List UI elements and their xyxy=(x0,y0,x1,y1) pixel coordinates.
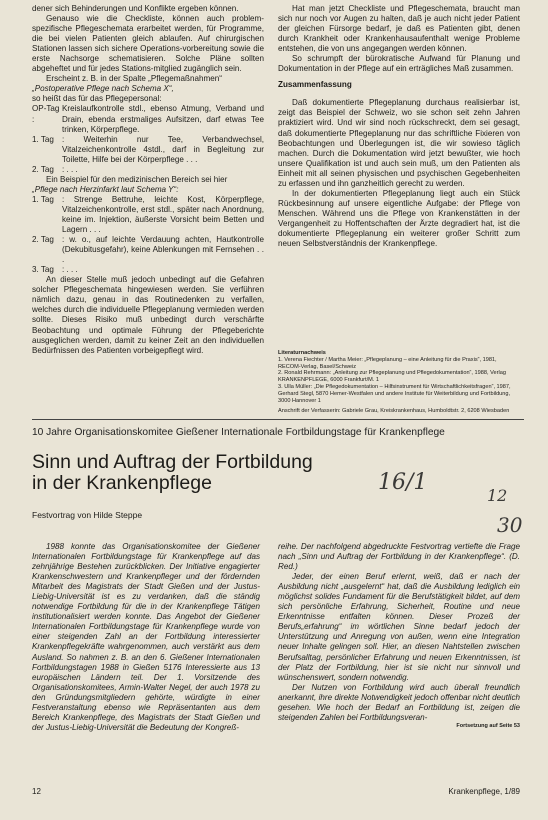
schedule-entry xyxy=(32,195,264,235)
literature-item: 2. Ronald Rehrmann: „Anleitung zur Pflegeplanung und Pflegedokumentation“, 1988, Verlag KRANKENPFLEGE, 6000 Frankfurt/M. 1 xyxy=(278,370,506,384)
body-paragraph: dener sich Behinderungen und Konflikte ergeben können. xyxy=(32,4,239,13)
handwritten-note: 30 xyxy=(497,513,523,537)
schedule-entry xyxy=(32,165,264,175)
intro-paragraph: 1988 konnte das Organisationskomitee der Gießener Internationalen Fortbildungstage für Krankenpflege auf das zehnjährige Bestehen zurückblicken. Der Initiative engagierter Krankenschwestern und Krankenpfleger und der fördernden Mitarbeit des Magistrats der Stadt Gießen und der Justus-Liebig-Universität ist es zu verdanken, daß die ständig notwendige Fortbildung für die in der Krankenpflege Tätigen institutionalisiert werden konnte. Das Angebot der Gießener Internationalen Fortbildungstage für Krankenpflege wurde von einer steigenden Zahl an der Fortbildung interessierter Krankenpflegekräfte wahrgenommen, auch verstärkt aus dem Ausland. So nahmen z. B. an den 6. Gießener Internationalen Fortbildungstagen 1988 in Gießen 5176 Interessierte aus 13 europäischen Ländern teil. Der 1. Vorsitzende des Organisationskomitees, Armin-Walter Negel, der auch 1978 zu den Gründungsmitgliedern gehörte, würdigte in einer Festveranstaltung ebenso wie Repräsentanten aus dem Bereich Krankenpflege, des Magistrats der Stadt Gießen und der Justus-Liebig-Universität die Bedeutung der Kongreß- xyxy=(32,542,260,732)
intro-left-column xyxy=(32,542,260,733)
article-title-line-1: Sinn und Auftrag der Fortbildung xyxy=(32,451,313,473)
body-paragraph: Genauso wie die Checkliste, können auch problem-spezifische Pflegeschemata erarbeitet werden, für Programme, die bei vielen Patienten gleich ablaufen. Auf chirurgischen Stationen lassen sich sichere Operations-vorbereitung sowie die erste Nachsorge schematisieren. Solche Pläne sollten abgeheftet und für jedes Stations-mitglied zugänglich sein. xyxy=(32,14,264,74)
day-label: 2. Tag xyxy=(32,235,54,245)
article-title-line-2: in der Krankenpflege xyxy=(32,472,212,494)
page-number: 12 xyxy=(32,787,41,796)
schedule-entry xyxy=(32,104,264,134)
author-address: Anschrift der Verfasserin: Gabriele Grau, Kreiskrankenhaus, Humboldtstr. 2, 6208 Wiesbaden xyxy=(278,408,510,415)
literature-item: 1. Verena Fiechter / Martha Meier: „Pflegeplanung – eine Anleitung für die Praxis“, 1981, RECOM-Verlag, Basel/Schweiz xyxy=(278,356,497,370)
day-label: 3. Tag xyxy=(32,265,54,275)
body-paragraph: Daß dokumentierte Pflegeplanung durchaus realisierbar ist, zeigt das Beispiel der Schweiz, wo sie schon seit zehn Jahren praktiziert wird. Und wir sind noch rückschreckt, dem sei gesagt, daß dokumentierte Pflegeplanung nur das schriftliche Fixieren von Beobachtungen und Überlegungen ist, die wir sowieso täglich machen. Durch die Dokumentation wird jetzt bewußter, wie hoch unsere Qualifikation ist und auch sein muß, um den Patienten als Einheit mit all seinen physischen und psychischen Gegebenheiten zu erfassen und ihn ganzheitlich gerecht zu werden. xyxy=(278,98,520,188)
literature-block xyxy=(278,350,520,415)
schedule-entry xyxy=(32,135,264,165)
body-paragraph: Der Nutzen von Fortbildung wird auch überall freundlich anerkannt, ihre direkte Notwendigkeit jedoch offenbar nicht deutlich gesehen. Wie hoch der Bedarf an Fortbildung ist, zeigen die steigenden Zahlen bei Fortbildungsveran- xyxy=(278,682,520,722)
literature-item: 3. Ulla Müller: „Die Pflegedokumentation – Hilfsinstrument für Wirtschaftlichkeitsfragen“, 1987, Gerhard Stegl, 5870 Hemer-Westfalen und andere Institute für Weiterbildung und Fortbildung, 3000 Hannover 1 xyxy=(278,383,511,404)
continued-note: Fortsetzung auf Seite 53 xyxy=(456,722,520,729)
body-paragraph: An dieser Stelle muß jedoch unbedingt auf die Gefahren solcher Pflegeschemata hingewiesen werden. Sie verführen nämlich dazu, genau in das Routinedenken zu verfallen, welches durch die individuelle Pflegeplanung vermieden werden sollte. Dieses Risiko muß unbedingt durch verschärfte Beobachtung und optimale Führung der Pflegeberichte ausgeglichen werden, damit zu keiner Zeit an den individuellen Bedürfnissen des Patienten vorbeigepflegt wird. xyxy=(32,275,264,355)
section-heading: Zusammenfassung xyxy=(278,80,352,90)
schedule-entry xyxy=(32,265,264,275)
day-text: : w. o., auf leichte Verdauung achten, Hautkontrolle (Dekubitusgefahr), keine Ablenkungen mit Fernsehen . . . xyxy=(62,235,264,265)
day-text: : Weiterhin nur Tee, Verbandwechsel, Vitalzeichenkontrolle 4stdl., darf in Begleitung zur Toilette, Hilfe bei der Körperpflege . . . xyxy=(62,134,264,164)
article-title xyxy=(32,452,313,494)
day-label: 1. Tag xyxy=(32,134,54,144)
body-paragraph: Ein Beispiel für den medizinischen Bereich sei hier xyxy=(46,174,228,184)
section-divider xyxy=(32,419,524,420)
body-paragraph: Erscheint z. B. in der Spalte „Pflegemaßnahmen“ xyxy=(46,74,222,84)
series-line: 10 Jahre Organisationskomitee Gießener Internationale Fortbildungstage für Krankenpflege xyxy=(32,427,445,438)
editorial-note: reihe. Der nachfolgend abgedruckte Festvortrag vertiefte die Frage nach „Sinn und Auftrag der Fortbildung in der Krankenpflege“. (D. Red.) xyxy=(278,542,520,572)
body-paragraph: „Postoperative Pflege nach Schema X“, xyxy=(32,84,174,94)
day-label: 1. Tag xyxy=(32,194,54,204)
body-paragraph: So schrumpft der bürokratische Aufwand für Planung und Dokumentation in der Pflege auf ein erträgliches Maß zusammen. xyxy=(278,54,520,74)
day-label: OP-Tag : xyxy=(32,104,60,124)
schedule-entry xyxy=(32,235,264,265)
body-paragraph: Jeder, der einen Beruf erlernt, weiß, daß er nach der Ausbildung nicht „ausgelernt“ hat, daß die Ausbildung lediglich ein möglichst solides Fundament für die Berufstätigkeit bildet, auf dem sich persönliche Erfahrung, Sicherheit, Routine und neue Erkenntnisse entfalten können. Dieser Prozeß der Berufs„erfahrung“ im wörtlichen Sinne bedarf jedoch der Unterstützung und Anregung von außen, wenn eine Integration neuer Inhalte gelingen soll. Hier, an diesen Nahtstellen zwischen Berufsalltag, persönlicher Erfahrung und neuen Erkenntnissen, ist der Platz der Fortbildung, hier ist sie nicht nur sinnvoll und wünschenswert, sondern notwendig. xyxy=(278,572,520,682)
handwritten-note: 12 xyxy=(487,486,508,505)
body-paragraph: „Pflege nach Herzinfarkt laut Schema Y“: xyxy=(32,184,179,194)
left-column xyxy=(32,4,264,356)
literature-heading: Literaturnachweis xyxy=(278,350,326,356)
day-text: Kreislaufkontrolle stdl., ebenso Atmung, Verband und Drain, ebenda erstmaliges Aufsitzen, darf etwas Tee trinken, Körperpflege. xyxy=(62,104,264,134)
day-text: : Strenge Bettruhe, leichte Kost, Körperpflege, Vitalzeichenkontrolle, erst stdl., später nach Anordnung, keine im. Injektion, äußerste Vorsicht beim Betten und Lagern . . . xyxy=(62,194,264,235)
day-text: : . . . xyxy=(62,164,78,174)
day-text: : . . . xyxy=(62,265,78,275)
body-paragraph: In der dokumentierten Pflegeplanung liegt auch ein Stück Rückbesinnung auf unsere eigentliche Aufgabe: der Pflege von Menschen. Während uns die Pflege von Krankenstätten in der Vergangenheit zu Hoffentschaften der Ärzte degradiert hat, ist die dokumentierte Pflegeplanung ein weiterer großer Schritt zum neuen Selbstverständnis der Krankenpflege. xyxy=(278,188,520,249)
author-line: Festvortrag von Hilde Steppe xyxy=(32,510,143,520)
day-label: 2. Tag xyxy=(32,164,54,174)
right-column xyxy=(278,4,520,249)
body-paragraph: so heißt das für das Pflegepersonal: xyxy=(32,94,162,104)
intro-right-column xyxy=(278,542,520,730)
body-paragraph: Hat man jetzt Checkliste und Pflegeschemata, braucht man sich nur noch vor Augen zu halten, daß je auch nicht jeder Patient der gleichen Fürsorge bedarf, je daß es Patienten gibt, denen durch Krankheit oder Krankenhausaufenthalt wenige Probleme entstehen, die von uns angegangen werden können. xyxy=(278,4,520,54)
handwritten-note: 16/1 xyxy=(378,470,428,495)
journal-issue: Krankenpflege, 1/89 xyxy=(448,787,520,796)
